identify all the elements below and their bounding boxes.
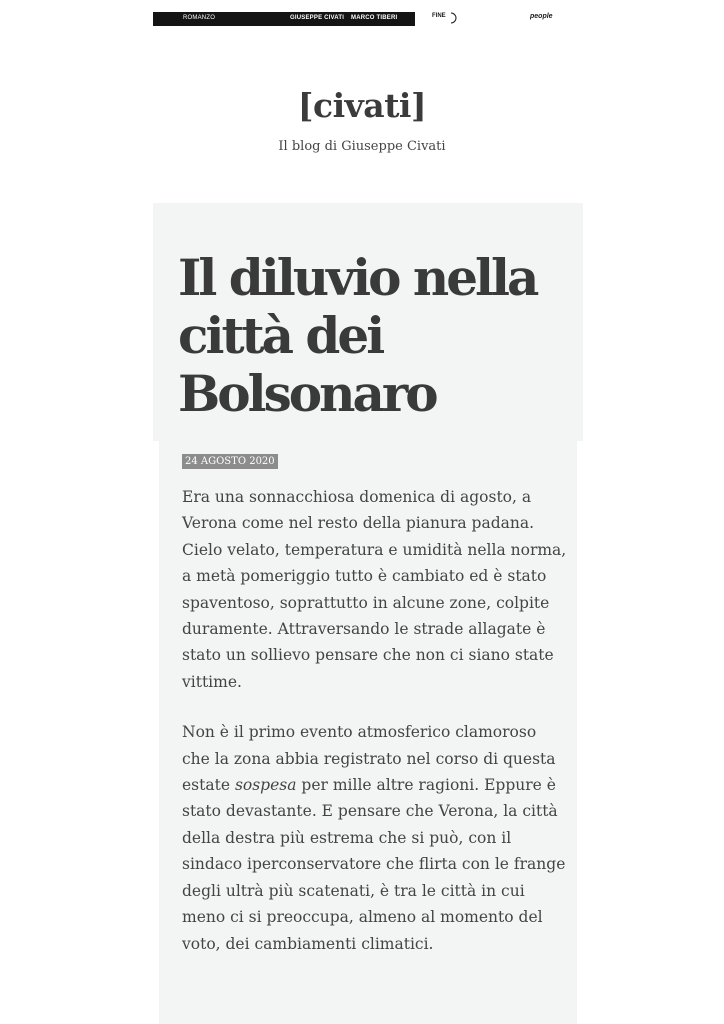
- banner-author-2: MARCO TIBERI: [351, 15, 398, 21]
- crescent-icon: [449, 12, 457, 24]
- banner-book-title[interactable]: FINE: [432, 13, 446, 19]
- article-title: Il diluvio nella città dei Bolsonaro: [178, 248, 537, 423]
- banner-author-1: GIUSEPPE CIVATI: [290, 15, 345, 21]
- paragraph-2-text-end: per mille altre ragioni. Eppure è stato devastante. E pensare che Verona, la città della destra più estrema che si può, con il sindaco iperconservatore che flirta con le frange degli ultrà più scatenati, è tra le città in cui meno ci si preoccupa, almeno al momento del voto, dei cambiamenti climatici.: [182, 776, 566, 953]
- banner-publisher-logo[interactable]: people: [530, 13, 553, 20]
- article-date: 24 AGOSTO 2020: [182, 454, 278, 469]
- ad-banner[interactable]: [153, 12, 415, 26]
- article-paragraph-1: Era una sonnacchiosa domenica di agosto, a Verona come nel resto della pianura padana. Cielo velato, temperatura e umidità nella norma, a metà pomeriggio tutto è cambiato ed è stato spaventoso, soprattutto in alcune zone, colpite duramente. Attraversando le strade allagate è stato un sollievo pensare che non ci siano state vittime.: [182, 488, 567, 691]
- article-content: [159, 441, 577, 1024]
- paragraph-2-text-start: Non è il primo evento atmosferico clamoroso che la zona abbia registrato nel corso di questa estate: [182, 723, 556, 795]
- article-body: [182, 484, 567, 981]
- article-paragraph-2: [182, 719, 567, 957]
- paragraph-2-emphasis: sospesa: [234, 776, 297, 795]
- article-hero: [153, 203, 583, 441]
- site-tagline: Il blog di Giuseppe Civati: [278, 139, 446, 154]
- site-title[interactable]: [civati]: [297, 86, 427, 125]
- banner-genre: ROMANZO: [183, 15, 216, 21]
